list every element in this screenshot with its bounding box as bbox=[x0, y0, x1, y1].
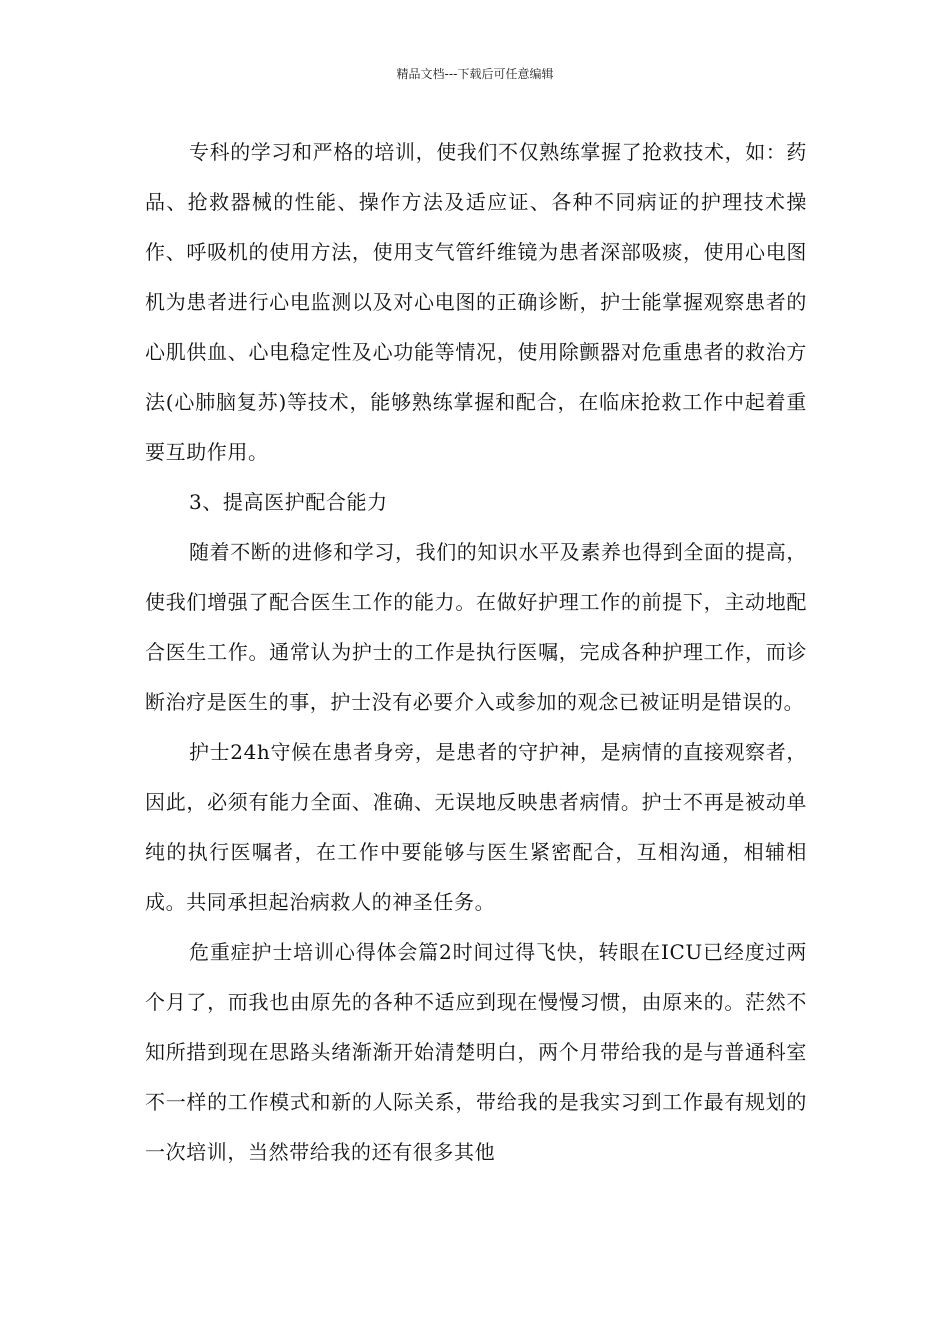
paragraph-rescue-skills: 专科的学习和严格的培训，使我们不仅熟练掌握了抢救技术，如：药品、抢救器械的性能、操作方法及适应证、各种不同病证的护理技术操作、呼吸机的使用方法，使用支气管纤维镜为患者深部吸痰，使用心电图机为患者进行心电监测以及对心电图的正确诊断，护士能掌握观察患者的心肌供血、心电稳定性及心功能等情况，使用除颤器对危重患者的救治方法(心肺脑复苏)等技术，能够熟练掌握和配合，在临床抢救工作中起着重要互助作用。 bbox=[145, 140, 807, 464]
document-body bbox=[145, 127, 807, 1177]
paragraph-icu-experience: 危重症护士培训心得体会篇2时间过得飞快，转眼在ICU已经度过两个月了，而我也由原先的各种不适应到现在慢慢习惯，由原来的。茫然不知所措到现在思路头绪渐渐开始清楚明白，两个月带给我的是与普通科室不一样的工作模式和新的人际关系，带给我的是我实习到工作最有规划的一次培训，当然带给我的还有很多其他 bbox=[145, 940, 807, 1164]
section-heading-cooperation: 3、提高医护配合能力 bbox=[189, 490, 388, 514]
paragraph-cooperation: 随着不断的进修和学习，我们的知识水平及素养也得到全面的提高，使我们增强了配合医生工作的能力。在做好护理工作的前提下，主动地配合医生工作。通常认为护士的工作是执行医嘱，完成各种护理工作，而诊断治疗是医生的事，护士没有必要介入或参加的观念已被证明是错误的。 bbox=[145, 540, 807, 714]
paragraph-nurse-role: 护士24h守候在患者身旁，是患者的守护神，是病情的直接观察者，因此，必须有能力全面、准确、无误地反映患者病情。护士不再是被动单纯的执行医嘱者，在工作中要能够与医生紧密配合，互相沟通，相辅相成。共同承担起治病救人的神圣任务。 bbox=[145, 740, 807, 914]
page-header: 精品文档---下载后可任意编辑 bbox=[396, 67, 554, 81]
